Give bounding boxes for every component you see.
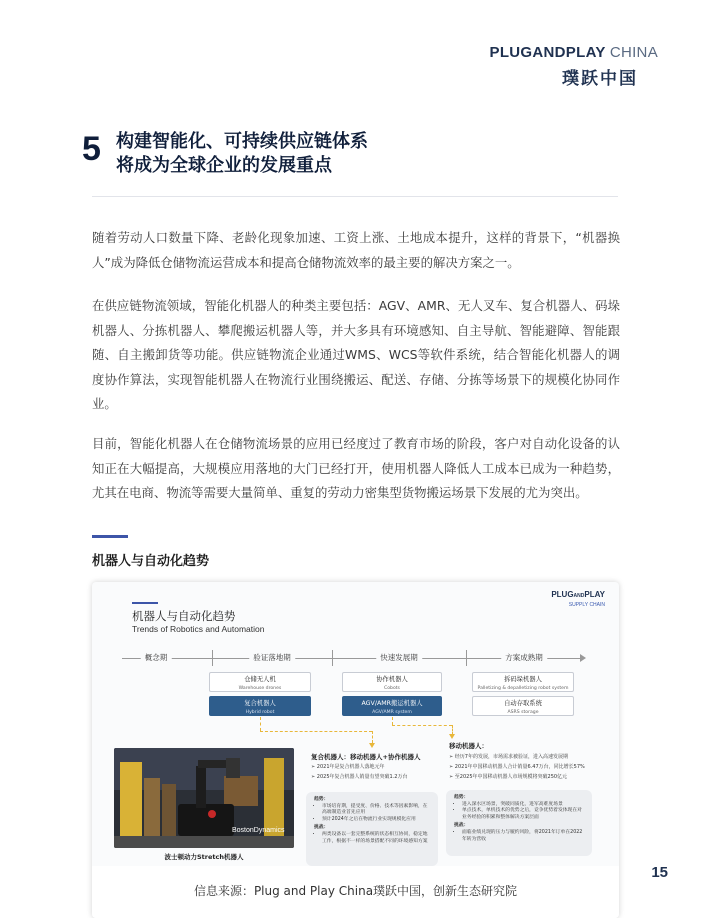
list-item: • 进入深水区场景，突破同质化，进军高难度场景 <box>462 802 584 809</box>
hybrid-robot-bullets <box>311 762 407 782</box>
box-label-en: Cobots <box>384 686 400 691</box>
box-hybrid-robot <box>209 696 311 716</box>
stretch-robot-photo <box>114 748 294 848</box>
figure-logo-plug: PLUG <box>551 590 574 599</box>
box-label: AGV/AMR搬运机器人 <box>361 700 423 707</box>
hybrid-robot-title: 复合机器人：移动机器人+协作机器人 <box>311 753 421 761</box>
box-label-en: ASRS storage <box>507 710 539 715</box>
timeline-tick <box>212 650 213 666</box>
connector <box>260 731 372 732</box>
section-title-line1: 构建智能化、可持续供应链体系 <box>116 131 368 152</box>
box-label: 仓储无人机 <box>244 676 276 683</box>
phase-rapid-growth: 快速发展期 <box>376 652 422 663</box>
mobile-robot-trend-box <box>446 790 592 856</box>
figure-source: 信息来源：Plug and Play China璞跃中国，创新生态研究院 <box>193 884 518 898</box>
paragraph-1: 随着劳动人口数量下降、老龄化现象加速、工资上涨、土地成本提升，这样的背景下，“机器换人”成为降低仓储物流运营成本和提高仓储物流效率的最主要的解决方案之一。 <box>92 230 620 270</box>
list-item: ➢ 2021年是复合机器人落地元年 <box>311 762 407 772</box>
photo-caption: 波士顿动力Stretch机器人 <box>164 853 244 861</box>
brand-logo-cn: 璞跃中国 <box>562 69 638 89</box>
brand-logo <box>490 44 658 61</box>
figure-title-cn: 机器人与自动化趋势 <box>132 609 236 623</box>
section-divider <box>92 196 618 197</box>
list-item: • 两类设备以一套完整系统的状态相互协同，稳定地工作，根据不一样的场景搭配不同的环境感知方案 <box>322 832 430 845</box>
box-label: 协作机器人 <box>376 676 408 683</box>
phase-concept: 概念期 <box>141 652 172 663</box>
box-label: 复合机器人 <box>244 700 276 707</box>
timeline-tick <box>332 650 333 666</box>
figure-logo-sub: SUPPLY CHAIN <box>568 602 605 608</box>
arrow-down-icon <box>449 734 455 739</box>
list-item: • 面临业绩兑现的压力与履约风险，将2021年订单在2022年转为营收 <box>462 830 584 843</box>
section-title-line2: 将成为全球企业的发展重点 <box>116 155 332 176</box>
trend-heading: 趋势： <box>314 797 329 802</box>
trend-heading: 趋势： <box>454 795 469 800</box>
mobile-robot-title: 移动机器人： <box>449 742 488 750</box>
section-title <box>116 130 368 178</box>
box-label: 拆码垛机器人 <box>504 676 542 683</box>
hybrid-robot-trend-box <box>306 792 438 866</box>
challenge-heading: 挑战： <box>314 825 329 831</box>
box-warehouse-drones <box>209 672 311 692</box>
robot-photo-illustration <box>114 748 294 848</box>
brand-logo-bold: PLUGANDPLAY <box>489 44 606 61</box>
figure-logo-and: AND <box>573 593 585 599</box>
figure-title-en: Trends of Robotics and Automation <box>132 624 265 634</box>
mobile-robot-bullets <box>449 752 599 782</box>
timeline-tick <box>466 650 467 666</box>
box-label-en: Palletizing & depalletizing robot system <box>477 686 569 691</box>
list-item: ➢ 至2025年中国移动机器人市场规模将突破250亿元 <box>449 772 599 782</box>
box-agv-amr <box>342 696 442 716</box>
phase-mature: 方案成熟期 <box>501 652 547 663</box>
accent-bar <box>92 535 128 538</box>
robotics-trend-figure <box>92 582 619 918</box>
list-item: • 市场培育期，提受度、价格、技术等因素影响，在高端制造业首先应用 <box>322 804 430 817</box>
section-number: 5 <box>82 130 101 168</box>
figure-caption: 机器人与自动化趋势 <box>92 554 210 569</box>
list-item: ➢ 2021年中国移动机器人合计销量6.47万台，同比增长57% <box>449 762 599 772</box>
figure-accent <box>132 602 158 604</box>
timeline <box>122 650 584 666</box>
box-label: 自动存取系统 <box>504 700 542 707</box>
connector <box>372 731 373 743</box>
box-label-en: Hybrid robot <box>245 710 275 715</box>
box-palletizing <box>472 672 574 692</box>
connector <box>392 717 393 725</box>
page-number: 15 <box>651 864 668 881</box>
box-asrs <box>472 696 574 716</box>
timeline-arrow-icon <box>580 654 586 662</box>
arrow-down-icon <box>369 743 375 748</box>
list-item: • 预计2024年之后在物流行业实现规模化应用 <box>322 817 430 824</box>
challenge-heading: 挑战： <box>454 823 469 829</box>
phase-validation: 验证落地期 <box>249 652 295 663</box>
connector <box>392 725 452 726</box>
box-label-en: Warehouse drones <box>238 686 282 691</box>
box-label-en: AGV/AMR system <box>372 710 412 715</box>
figure-logo-play: PLAY <box>584 590 605 599</box>
paragraph-2: 在供应链物流领域，智能化机器人的种类主要包括：AGV、AMR、无人叉车、复合机器人、码垛机器人、分拣机器人、攀爬搬运机器人等，并大多具有环境感知、自主导航、智能避障、智能跟随、自主搬卸货等功能。供应链物流企业通过WMS、WCS等软件系统，结合智能化机器人的调度协作算法，实现智能机器人在物流行业围绕搬运、配送、存储、分拣等场景下的规模化协同作业。 <box>92 298 620 412</box>
paragraph-3: 目前，智能化机器人在仓储物流场景的应用已经度过了教育市场的阶段，客户对自动化设备的认知正在大幅提高，大规模应用落地的大门已经打开，使用机器人降低人工成本已成为一种趋势，尤其在电商、物流等需要大量简单、重复的劳动力密集型货物搬运场景下发展的尤为突出。 <box>92 436 620 501</box>
list-item: • 单点技术，单机技术的优势之后，竞争优势着发体现在对业务经验的积累和整体解决方案层面 <box>462 808 584 821</box>
connector <box>260 717 261 731</box>
list-item: ➢ 经历7年的发展，市场需求被验证，进入高速发展期 <box>449 752 599 762</box>
photo-brand-text: BostonDynamics <box>232 827 285 834</box>
list-item: ➢ 2025年复合机器人销量有望突破1.2万台 <box>311 772 407 782</box>
brand-logo-thin: CHINA <box>609 44 658 61</box>
box-cobots <box>342 672 442 692</box>
figure-logo <box>551 590 605 610</box>
